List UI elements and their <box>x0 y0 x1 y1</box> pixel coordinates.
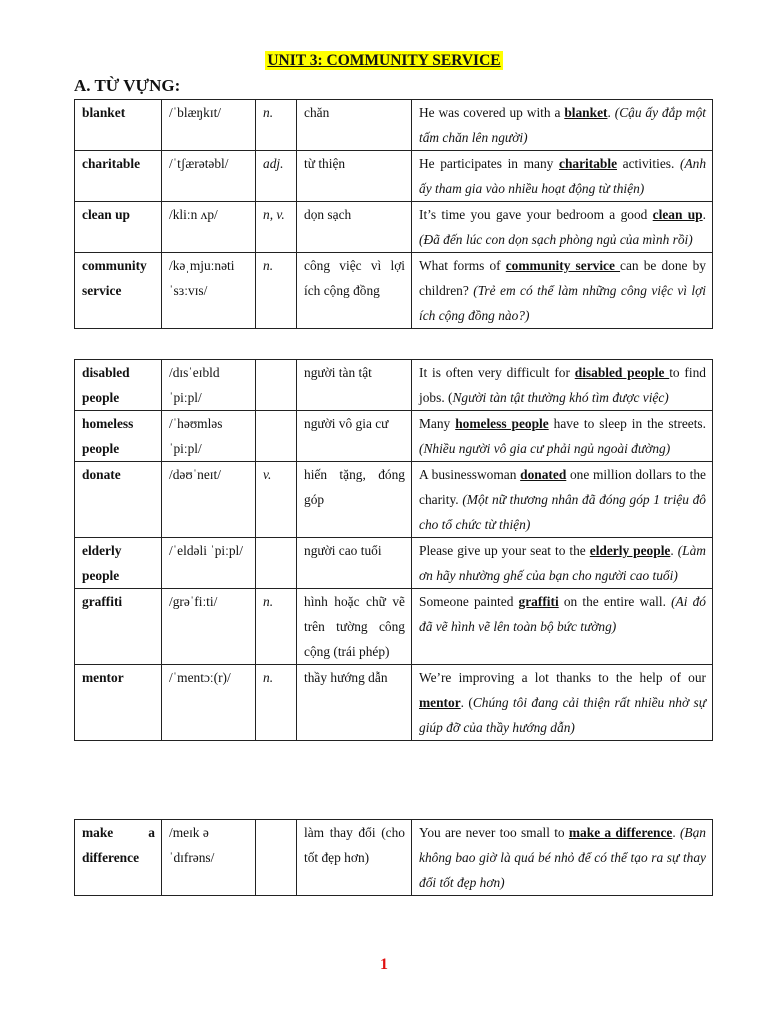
vocab-row <box>75 538 713 589</box>
vocab-meaning: thầy hướng dẫn <box>297 665 412 741</box>
vocab-meaning: làm thay đổi (cho tốt đẹp hơn) <box>297 820 412 896</box>
vocab-meaning: người cao tuổi <box>297 538 412 589</box>
vocab-row <box>75 665 713 741</box>
section-heading: A. TỪ VỰNG: <box>74 76 181 95</box>
example-text: We’re improving a lot thanks to the help of our <box>419 670 706 685</box>
vocab-ipa: /dɪsˈeɪbld ˈpiːpl/ <box>162 360 256 411</box>
example-text: What forms of <box>419 258 506 273</box>
vocab-pos <box>256 360 297 411</box>
vocab-example <box>412 462 713 538</box>
vocab-pos <box>256 538 297 589</box>
unit-title: UNIT 3: COMMUNITY SERVICE <box>267 52 501 69</box>
vocab-pos <box>256 820 297 896</box>
vocab-row <box>75 820 713 896</box>
example-text: activities. <box>617 156 680 171</box>
vocab-word: elderly people <box>75 538 162 589</box>
example-keyword: elderly people <box>589 543 671 558</box>
vocab-example <box>412 820 713 896</box>
example-text: on the entire wall. <box>558 594 672 609</box>
vocab-word: charitable <box>75 151 162 202</box>
example-text: It’s time you gave your bedroom a good <box>419 207 653 222</box>
vocab-example <box>412 151 713 202</box>
example-keyword: mentor <box>419 695 461 710</box>
vocab-meaning: công việc vì lợi ích cộng đồng <box>297 253 412 329</box>
example-translation: (Bạn không bao giờ là quá bé nhỏ để có thể tạo ra sự thay đổi tốt đẹp hơn) <box>419 825 706 890</box>
example-translation: (Nhiều người vô gia cư phải ngủ ngoài đường) <box>419 441 671 456</box>
vocab-word: disabled people <box>75 360 162 411</box>
page-number: 1 <box>380 956 388 973</box>
vocab-pos: n. <box>256 100 297 151</box>
example-keyword: charitable <box>559 156 618 171</box>
vocab-ipa: /ˈhəʊmləs ˈpiːpl/ <box>162 411 256 462</box>
vocab-meaning: từ thiện <box>297 151 412 202</box>
vocab-example <box>412 100 713 151</box>
vocab-row <box>75 100 713 151</box>
vocab-ipa: /ˈmentɔː(r)/ <box>162 665 256 741</box>
vocab-pos: n. <box>256 589 297 665</box>
example-keyword: blanket <box>564 105 608 120</box>
vocab-word: graffiti <box>75 589 162 665</box>
vocab-pos <box>256 411 297 462</box>
vocab-word: make a difference <box>75 820 162 896</box>
vocab-example <box>412 202 713 253</box>
example-text: You are never too small to <box>419 825 569 840</box>
vocab-example <box>412 253 713 329</box>
example-text: . <box>702 207 706 222</box>
example-text: He participates in many <box>419 156 560 171</box>
example-text: . <box>670 543 678 558</box>
example-text: A businesswoman <box>419 467 521 482</box>
vocab-ipa: /kəˌmjuːnəti ˈsɜːvɪs/ <box>162 253 256 329</box>
example-text: can be done by children? <box>419 258 706 298</box>
vocab-pos: n. <box>256 665 297 741</box>
example-keyword: homeless people <box>455 416 549 431</box>
example-translation: (Một nữ thương nhân đã đóng góp 1 triệu đô cho tổ chức từ thiện) <box>419 492 706 532</box>
example-translation: Chúng tôi đang cải thiện rất nhiều nhờ sự giúp đỡ của thầy hướng dẫn) <box>419 695 706 735</box>
vocab-row <box>75 151 713 202</box>
example-keyword: disabled people <box>574 365 670 380</box>
vocab-table-3 <box>74 819 713 896</box>
example-translation: (Ai đó đã vẽ hình vẽ lên toàn bộ bức tường) <box>419 594 706 634</box>
vocab-ipa: /ˈtʃærətəbl/ <box>162 151 256 202</box>
example-text: Please give up your seat to the <box>419 543 590 558</box>
vocab-row <box>75 462 713 538</box>
example-text: Someone painted <box>419 594 519 609</box>
vocab-meaning: chăn <box>297 100 412 151</box>
example-keyword: graffiti <box>518 594 559 609</box>
example-text: to find jobs. ( <box>419 365 706 405</box>
vocab-table-2 <box>74 359 713 741</box>
example-text: He was covered up with a <box>419 105 565 120</box>
title-wrapper <box>0 51 768 70</box>
vocab-pos: adj. <box>256 151 297 202</box>
example-text: It is often very difficult for <box>419 365 575 380</box>
vocab-example <box>412 360 713 411</box>
example-translation: Người tàn tật thường khó tìm được việc) <box>452 390 669 405</box>
vocab-word: community service <box>75 253 162 329</box>
example-text: . <box>607 105 615 120</box>
vocab-meaning: hình hoặc chữ vẽ trên tường công cộng (trái phép) <box>297 589 412 665</box>
vocab-ipa: /grəˈfiːti/ <box>162 589 256 665</box>
vocab-example <box>412 589 713 665</box>
example-keyword: clean up <box>652 207 703 222</box>
vocab-example <box>412 411 713 462</box>
vocab-pos: n. <box>256 253 297 329</box>
vocab-meaning: người vô gia cư <box>297 411 412 462</box>
vocab-meaning: hiến tặng, đóng góp <box>297 462 412 538</box>
example-keyword: make a difference <box>568 825 673 840</box>
vocab-ipa: /ˈblæŋkɪt/ <box>162 100 256 151</box>
vocab-meaning: dọn sạch <box>297 202 412 253</box>
vocab-word: homeless people <box>75 411 162 462</box>
vocab-row <box>75 253 713 329</box>
vocab-pos: v. <box>256 462 297 538</box>
vocab-row <box>75 589 713 665</box>
vocab-example <box>412 665 713 741</box>
example-keyword: donated <box>520 467 567 482</box>
example-translation: (Trẻ em có thể làm những công việc vì lợi ích cộng đồng nào?) <box>419 283 706 323</box>
example-translation: (Cậu ấy đắp một tấm chăn lên người) <box>419 105 707 145</box>
example-translation: (Làm ơn hãy nhường ghế của bạn cho người cao tuổi) <box>419 543 706 583</box>
example-translation: (Anh ấy tham gia vào nhiều hoạt động từ thiện) <box>419 156 707 196</box>
vocab-ipa: /ˈeldəli ˈpiːpl/ <box>162 538 256 589</box>
example-text: . ( <box>460 695 473 710</box>
vocab-ipa: /meɪk ə ˈdɪfrəns/ <box>162 820 256 896</box>
vocab-row <box>75 360 713 411</box>
vocab-word: blanket <box>75 100 162 151</box>
vocab-table-1 <box>74 99 713 329</box>
example-text: Many <box>419 416 456 431</box>
example-text: one million dollars to the charity. <box>419 467 707 507</box>
vocab-meaning: người tàn tật <box>297 360 412 411</box>
example-translation: (Đã đến lúc con dọn sạch phòng ngủ của mình rồi) <box>419 232 693 247</box>
vocab-example <box>412 538 713 589</box>
vocab-word: mentor <box>75 665 162 741</box>
example-keyword: community service <box>505 258 621 273</box>
vocab-ipa: /kliːn ʌp/ <box>162 202 256 253</box>
vocab-word: clean up <box>75 202 162 253</box>
vocab-ipa: /dəʊˈneɪt/ <box>162 462 256 538</box>
example-text: . <box>672 825 680 840</box>
vocab-word: donate <box>75 462 162 538</box>
vocab-row <box>75 411 713 462</box>
vocab-pos: n, v. <box>256 202 297 253</box>
vocab-row <box>75 202 713 253</box>
example-text: have to sleep in the streets. <box>548 416 706 431</box>
